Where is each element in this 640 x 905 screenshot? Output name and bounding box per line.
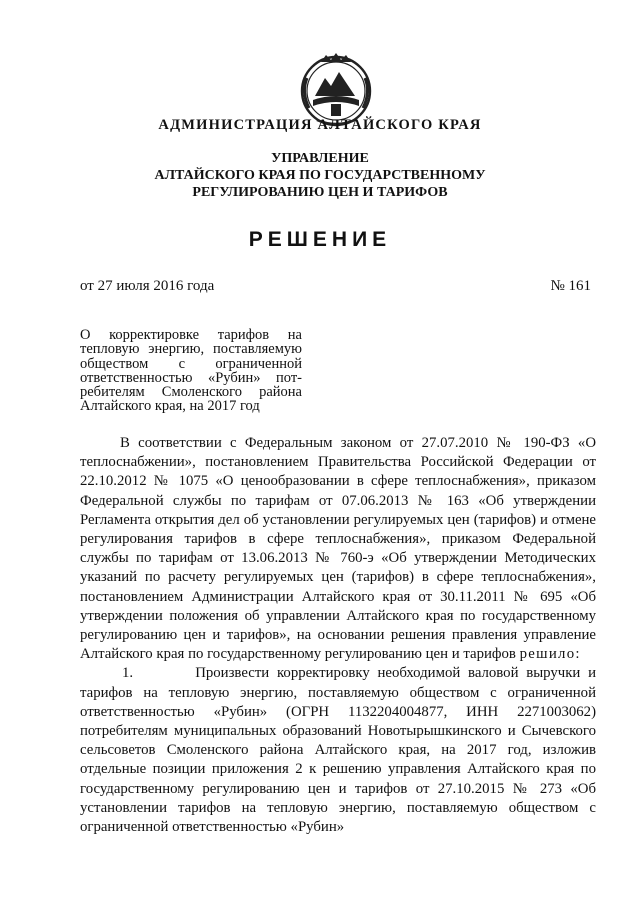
department-line: УПРАВЛЕНИЕ xyxy=(271,151,369,166)
document-body xyxy=(80,434,596,837)
preamble-paragraph xyxy=(80,434,596,664)
subject-line: тепловую энергию, поставляемую xyxy=(80,341,302,358)
department-name xyxy=(0,150,640,201)
item-1-text: Произвести корректировку необходимой валовой выручки и тарифов на тепловую энергию, поставляемую обществом с ограниченной ответственностью «Рубин» (ОГРН 1132204004877, ИНН 2271003062) потребителям муниципальных образований Новотырышкинского и Сычевского сельсоветов Смоленского района Алтайского края, на 2017 год, изложив отдельные позиции приложения 2 к решению управления Алтайского края по государственному регулированию цен и тарифов от 27.10.2015 № 273 «Об установлении тарифов на тепловую энергию, поставляемую обществом с ограниченной ответственностью «Рубин» xyxy=(80,665,597,836)
department-line: РЕГУЛИРОВАНИЮ ЦЕН И ТАРИФОВ xyxy=(192,185,448,200)
document-number: № 161 xyxy=(550,278,591,294)
subject-line: О корректировке тарифов на xyxy=(80,327,302,343)
item-1-paragraph xyxy=(80,664,596,837)
department-line: АЛТАЙСКОГО КРАЯ ПО ГОСУДАРСТВЕННОМУ xyxy=(154,168,486,183)
decided-word: решило: xyxy=(519,646,581,663)
subject-line: Алтайского края, на 2017 год xyxy=(80,398,260,415)
subject-line: ребителям Смоленского района xyxy=(80,384,302,401)
date-number-line xyxy=(80,278,591,295)
preamble-text: В соответствии с Федеральным законом от 27.07.2010 № 190-ФЗ «О теплоснабжении», постановлением Правительства Российской Федерации от 22.10.2012 № 1075 «О ценообразовании в сфере теплоснабжения», приказом Федеральной службы по тарифам от 07.06.2013 № 163 «Об утверждении Регламента открытия дел об установлении регулируемых цен (тарифов) и отмене регулирования тарифов в сфере теплоснабжения», приказом Федеральной службы по тарифам от 13.06.2013 № 760-э «Об утверждении Методических указаний по расчету регулируемых цен (тарифов) в сфере теплоснабжения», постановлением Администрации Алтайского края от 30.11.2011 № 695 «Об утверждении положения об управлении Алтайского края по государственному регулированию цен и тарифов», на основании решения правления управление Алтайского края по государственному регулированию цен и тарифов xyxy=(80,435,596,663)
document-date: от 27 июля 2016 года xyxy=(80,278,215,294)
document-subject xyxy=(80,328,302,414)
subject-line: ответственностью «Рубин» пот- xyxy=(80,369,302,386)
subject-line: обществом с ограниченной xyxy=(80,355,302,372)
item-1-number: 1. xyxy=(122,665,134,682)
administration-name: АДМИНИСТРАЦИЯ АЛТАЙСКОГО КРАЯ xyxy=(158,117,482,133)
document-title: РЕШЕНИЕ xyxy=(248,228,392,251)
